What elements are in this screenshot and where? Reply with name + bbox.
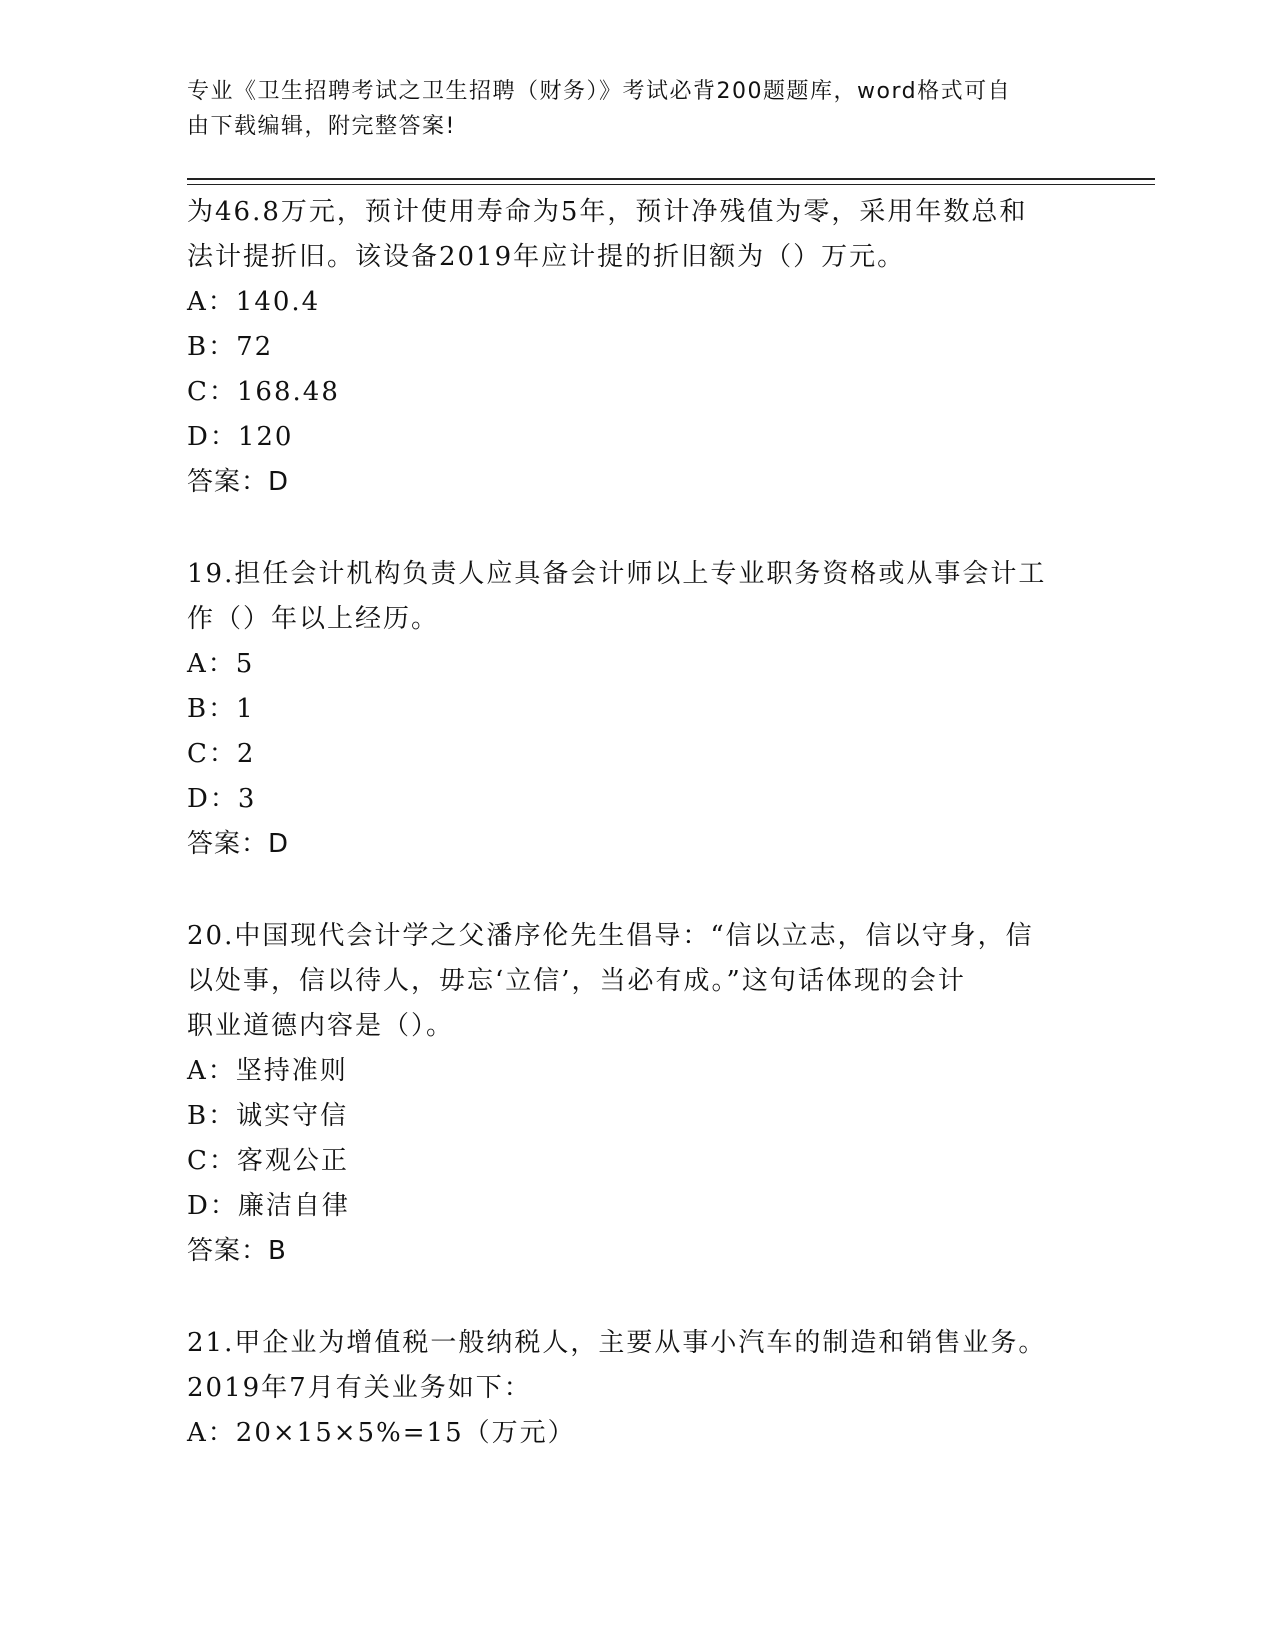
question-text-line: 以处事，信以待人，毋忘‘立信’，当必有成。”这句话体现的会计 [187,966,966,996]
question-text-line: 作（）年以上经历。 [187,604,440,634]
answer-line: 答案：D [187,829,290,859]
option-c: C：客观公正 [187,1146,349,1176]
document-header [187,74,1067,144]
question-text-line: 20.中国现代会计学之父潘序伦先生倡导：“信以立志，信以守身，信 [187,921,1034,951]
question-text-line: 为46.8万元，预计使用寿命为5年，预计净残值为零，采用年数总和 [187,197,1028,227]
header-title-line-1: 专业《卫生招聘考试之卫生招聘（财务）》考试必背200题题库，word格式可自 [187,79,1012,104]
option-d: D：3 [187,784,257,814]
header-title-line-2: 由下载编辑，附完整答案! [187,114,456,139]
option-c: C：2 [187,739,256,769]
option-a: A：坚持准则 [187,1056,348,1086]
option-d: D：120 [187,422,294,452]
question-19 [187,552,1087,867]
question-18 [187,190,1087,505]
question-text-line: 法计提折旧。该设备2019年应计提的折旧额为（）万元。 [187,242,906,272]
question-spacer [187,505,1087,552]
question-spacer [187,867,1087,914]
option-d: D：廉洁自律 [187,1191,350,1221]
question-text-line: 21.甲企业为增值税一般纳税人，主要从事小汽车的制造和销售业务。 [187,1328,1047,1358]
option-b: B：1 [187,694,255,724]
question-text-line: 职业道德内容是（）。 [187,1011,455,1041]
question-20 [187,914,1087,1274]
option-a: A：5 [187,649,255,679]
header-divider-thin [187,184,1155,185]
option-a: A：140.4 [187,287,321,317]
question-spacer [187,1274,1087,1321]
question-21 [187,1321,1087,1456]
answer-line: 答案：D [187,467,290,497]
option-b: B：72 [187,332,274,362]
option-a: A：20×15×5%=15（万元） [187,1418,576,1448]
answer-line: 答案：B [187,1236,287,1266]
question-text-line: 2019年7月有关业务如下： [187,1373,532,1403]
header-divider-thick [187,178,1155,180]
question-list [187,190,1087,1456]
option-c: C：168.48 [187,377,340,407]
option-b: B：诚实守信 [187,1101,349,1131]
question-text-line: 19.担任会计机构负责人应具备会计师以上专业职务资格或从事会计工 [187,559,1047,589]
